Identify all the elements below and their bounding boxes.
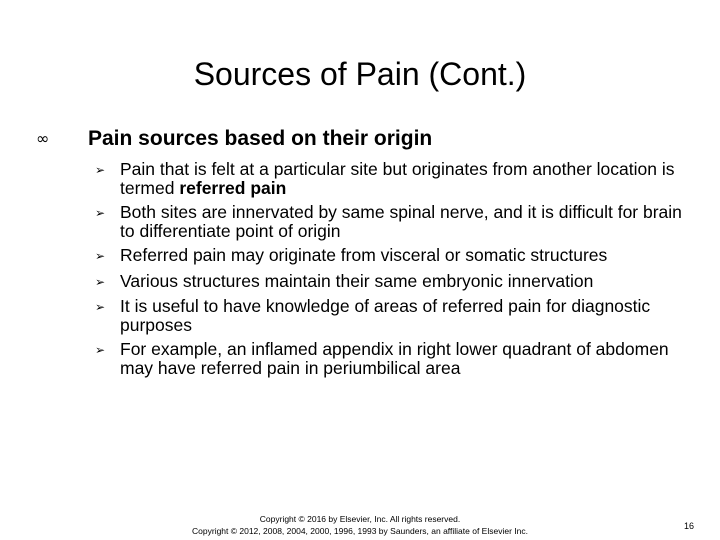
main-bullet xyxy=(36,124,696,154)
copyright-line-2: Copyright © 2012, 2008, 2004, 2000, 1996, 1993 by Saunders, an affiliate of Elsevier Inc. xyxy=(192,526,528,536)
sub-bullet-item xyxy=(95,160,695,197)
page-number: 16 xyxy=(684,521,695,531)
sub-bullet-text xyxy=(120,246,695,265)
arrow-bullet-icon: ➢ xyxy=(95,274,106,289)
arrow-bullet-icon: ➢ xyxy=(95,206,106,220)
sub-bullet-text-part: Referred pain may originate from visceral or somatic structures xyxy=(120,245,608,265)
sub-bullet-text xyxy=(120,160,695,197)
sub-bullet-item xyxy=(95,297,695,334)
slide-title: Sources of Pain (Cont.) xyxy=(193,56,527,92)
sub-bullet-item xyxy=(95,340,695,377)
sub-bullet-text-part: It is useful to have knowledge of areas of referred pain for diagnostic purposes xyxy=(120,296,651,335)
sub-bullet-text xyxy=(120,340,695,377)
sub-bullet-text-part: Pain that is felt at a particular site but originates from another location is termed xyxy=(120,159,675,198)
sub-bullet-text-part: For example, an inflamed appendix in right lower quadrant of abdomen may have referred pain in periumbilical area xyxy=(120,339,669,378)
sub-bullet-list xyxy=(95,160,695,383)
sub-bullet-text xyxy=(120,272,695,291)
arrow-bullet-icon: ➢ xyxy=(95,300,106,314)
sub-bullet-text-part: Various structures maintain their same embryonic innervation xyxy=(120,270,594,291)
copyright-line-1: Copyright © 2016 by Elsevier, Inc. All rights reserved. xyxy=(259,514,461,524)
sub-bullet-text xyxy=(120,203,695,240)
main-bullet-text: Pain sources based on their origin xyxy=(88,127,433,150)
sub-bullet-item xyxy=(95,203,695,240)
sub-bullet-item xyxy=(95,272,695,292)
infinity-bullet-icon: ∞ xyxy=(36,129,50,148)
sub-bullet-bold-term: referred pain xyxy=(179,177,287,198)
arrow-bullet-icon: ➢ xyxy=(95,343,106,357)
sub-bullet-text xyxy=(120,297,695,334)
arrow-bullet-icon: ➢ xyxy=(95,163,106,177)
sub-bullet-text-part: Both sites are innervated by same spinal nerve, and it is difficult for brain to differentiate point of origin xyxy=(120,202,682,241)
copyright-footer xyxy=(150,513,570,537)
sub-bullet-item xyxy=(95,246,695,266)
arrow-bullet-icon: ➢ xyxy=(95,249,106,263)
